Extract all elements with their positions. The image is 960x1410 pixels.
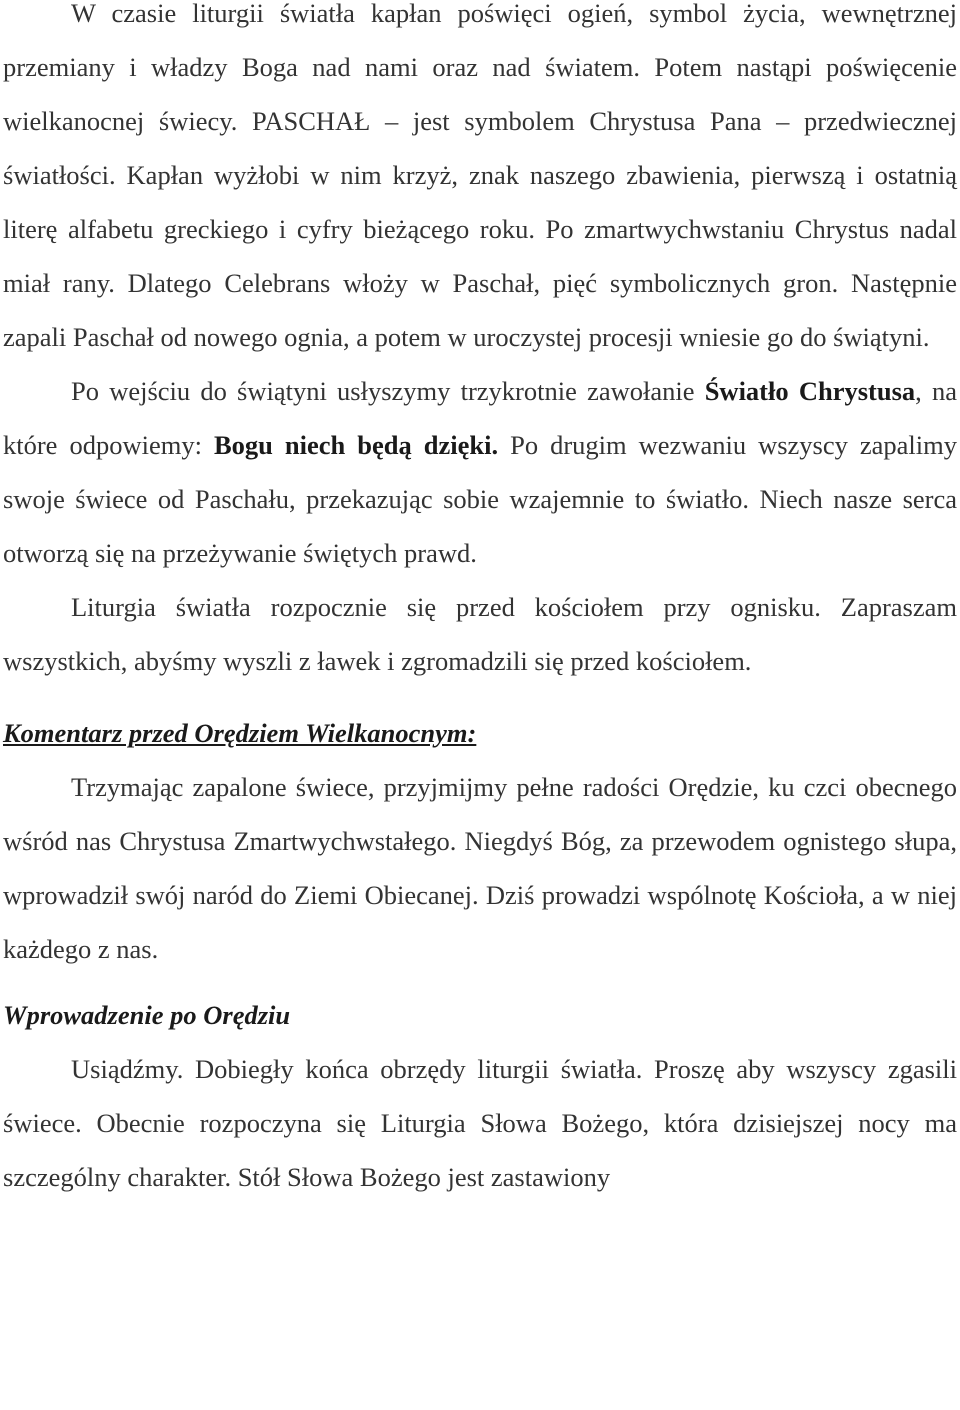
bold-phrase-light-of-christ: Światło Chrystusa xyxy=(704,376,916,406)
bold-phrase-thanks-be-to-god: Bogu niech będą dzięki. xyxy=(213,430,499,460)
text-segment: Po wejściu do świątyni usłyszymy trzykrotnie zawołanie xyxy=(71,376,705,406)
paragraph-invitation: Liturgia światła rozpocznie się przed kościołem przy ognisku. Zapraszam wszystkich, abyśmy wyszli z ławek i zgromadzili się przed kościołem. xyxy=(3,592,957,676)
paragraph-entering-church xyxy=(3,364,957,580)
paragraph-comment-text: Trzymając zapalone świece, przyjmijmy pełne radości Orędzie, ku czci obecnego wśród nas Chrystusa Zmartwychwstałego. Niegdyś Bóg, za przewodem ognistego słupa, wprowadził swój naród do Ziemi Obiecanej. Dziś prowadzi wspólnotę Kościoła, a w niej każdego z nas. xyxy=(3,772,957,964)
paragraph-liturgy-of-light: W czasie liturgii światła kapłan poświęci ogień, symbol życia, wewnętrznej przemiany i władzy Boga nad nami oraz nad światem. Potem nastąpi poświęcenie wielkanocnej świecy. PASCHAŁ – jest symbolem Chrystusa Pana – przedwiecznej światłości. Kapłan wyżłobi w nim krzyż, znak naszego zbawienia, pierwszą i ostatnią literę alfabetu greckiego i cyfry bieżącego roku. Po zmartwychwstaniu Chrystus nadal miał rany. Dlatego Celebrans włoży w Paschał, pięć symbolicznych gron. Następnie zapali Paschał od nowego ognia, a potem w uroczystej procesji wniesie go do świątyni. xyxy=(3,0,957,352)
text-segment: , na które odpowiemy: xyxy=(3,376,957,460)
document-page xyxy=(3,0,957,1204)
section-heading-introduction: Wprowadzenie po Orędziu xyxy=(3,1000,291,1030)
section-heading-comment: Komentarz przed Orędziem Wielkanocnym: xyxy=(3,718,477,748)
paragraph-introduction-text: Usiądźmy. Dobiegły końca obrzędy liturgii światła. Proszę aby wszyscy zgasili świece. Obecnie rozpoczyna się Liturgia Słowa Bożego, która dzisiejszej nocy ma szczególny charakter. Stół Słowa Bożego jest zastawiony xyxy=(3,1054,957,1192)
text-segment: Po drugim wezwaniu wszyscy zapalimy swoje świece od Paschału, przekazując sobie wzajemnie to światło. Niech nasze serca otworzą się na przeżywanie świętych prawd. xyxy=(3,430,957,568)
